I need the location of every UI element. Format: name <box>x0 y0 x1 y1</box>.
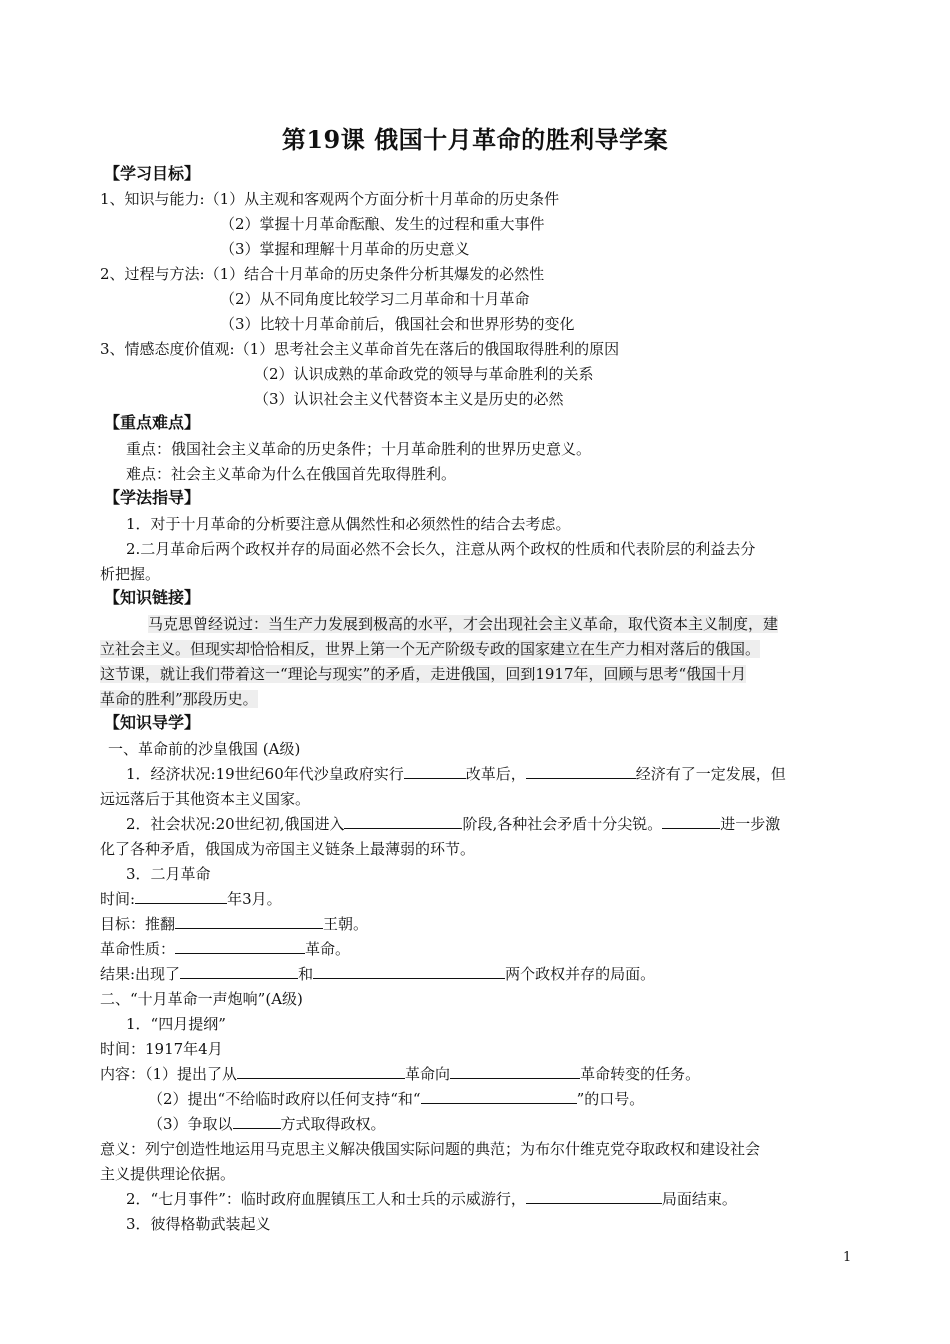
fill-in-line: 1．经济状况:19世纪60年代沙皇政府实行 改革后， 经济有了一定发展，但 <box>126 765 786 783</box>
answer-blank[interactable] <box>175 939 305 954</box>
method-line: 1．对于十月革命的分析要注意从偶然性和必须然性的结合去考虑。 <box>126 515 571 533</box>
answer-blank[interactable] <box>313 964 505 979</box>
objective-line: 2、过程与方法:（1）结合十月革命的历史条件分析其爆发的必然性 <box>100 265 545 283</box>
text-line: 远远落后于其他资本主义国家。 <box>100 790 311 808</box>
sub-heading: 1．“四月提纲” <box>126 1015 226 1033</box>
text-line: 时间：1917年4月 <box>100 1040 223 1058</box>
objective-line: （2）认识成熟的革命政党的领导与革命胜利的关系 <box>254 365 594 383</box>
method-line: 2.二月革命后两个政权并存的局面必然不会长久，注意从两个政权的性质和代表阶层的利益去分 <box>126 540 756 558</box>
answer-blank[interactable] <box>526 1189 662 1204</box>
fill-in-line: （2）提出“不给临时政府以任何支持“和“ ”的口号。 <box>148 1090 645 1108</box>
objective-line: 3、情感态度价值观:（1）思考社会主义革命首先在落后的俄国取得胜利的原因 <box>100 340 620 358</box>
heading-guide: 【知识导学】 <box>104 713 201 732</box>
page-title: 第19课 俄国十月革命的胜利导学案 <box>281 125 669 154</box>
text-line: 意义：列宁创造性地运用马克思主义解决俄国实际问题的典范；为布尔什维克党夺取政权和建设社会 <box>100 1140 761 1158</box>
link-paragraph-line: 立社会主义。但现实却恰恰相反，世界上第一个无产阶级专政的国家建立在生产力相对落后的俄国。 <box>100 640 761 658</box>
answer-blank[interactable] <box>662 814 720 829</box>
link-paragraph-line: 革命的胜利”那段历史。 <box>100 690 258 708</box>
answer-blank[interactable] <box>404 764 466 779</box>
objective-line: （2）从不同角度比较学习二月革命和十月革命 <box>220 290 530 308</box>
answer-blank[interactable] <box>175 914 323 929</box>
fill-in-line: 结果:出现了 和 两个政权并存的局面。 <box>100 965 656 983</box>
fill-in-line: 目标：推翻 王朝。 <box>100 915 369 933</box>
difficult-point-line: 难点：社会主义革命为什么在俄国首先取得胜利。 <box>126 465 457 483</box>
fill-in-line: （3）争取以 方式取得政权。 <box>148 1115 386 1133</box>
answer-blank[interactable] <box>421 1089 577 1104</box>
objective-line: （3）认识社会主义代替资本主义是历史的必然 <box>254 390 564 408</box>
fill-in-line: 内容：（1）提出了从 革命向 革命转变的任务。 <box>100 1065 701 1083</box>
answer-blank[interactable] <box>526 764 636 779</box>
answer-blank[interactable] <box>135 889 227 904</box>
fill-in-line: 2．社会状况:20世纪初,俄国进入 阶段,各种社会矛盾十分尖锐。 进一步激 <box>126 815 781 833</box>
sub-heading: 3．彼得格勒武装起义 <box>126 1215 271 1233</box>
fill-in-line: 2．“七月事件”：临时政府血腥镇压工人和士兵的示威游行， 局面结束。 <box>126 1190 737 1208</box>
section-title: 二、“十月革命一声炮响”(A级) <box>100 990 303 1008</box>
answer-blank[interactable] <box>180 964 298 979</box>
key-point-line: 重点：俄国社会主义革命的历史条件；十月革命胜利的世界历史意义。 <box>126 440 592 458</box>
fill-in-line: 革命性质： 革命。 <box>100 940 351 958</box>
text-line: 主义提供理论依据。 <box>100 1165 236 1183</box>
heading-link: 【知识链接】 <box>104 588 201 607</box>
answer-blank[interactable] <box>450 1064 580 1079</box>
answer-blank[interactable] <box>233 1114 281 1129</box>
objective-line: （3）比较十月革命前后，俄国社会和世界形势的变化 <box>220 315 575 333</box>
objective-line: （2）掌握十月革命酝酿、发生的过程和重大事件 <box>220 215 545 233</box>
objective-line: 1、知识与能力:（1）从主观和客观两个方面分析十月革命的历史条件 <box>100 190 560 208</box>
link-paragraph-line: 这节课，就让我们带着这一“理论与现实”的矛盾，走进俄国，回到1917年，回顾与思考“俄国十月 <box>100 665 747 683</box>
text-line: 化了各种矛盾，俄国成为帝国主义链条上最薄弱的环节。 <box>100 840 476 858</box>
heading-key-points: 【重点难点】 <box>104 413 201 432</box>
link-paragraph-line: 马克思曾经说过：当生产力发展到极高的水平，才会出现社会主义革命，取代资本主义制度，建 <box>148 615 779 633</box>
answer-blank[interactable] <box>237 1064 405 1079</box>
page-number: 1 <box>843 1250 852 1265</box>
heading-objectives: 【学习目标】 <box>104 164 201 183</box>
answer-blank[interactable] <box>344 814 462 829</box>
method-line: 析把握。 <box>100 565 161 583</box>
section-title: 一、革命前的沙皇俄国 (A级) <box>108 740 301 758</box>
sub-heading: 3．二月革命 <box>126 865 211 883</box>
fill-in-line: 时间: 年3月。 <box>100 890 282 908</box>
heading-method: 【学法指导】 <box>104 488 201 507</box>
objective-line: （3）掌握和理解十月革命的历史意义 <box>220 240 470 258</box>
